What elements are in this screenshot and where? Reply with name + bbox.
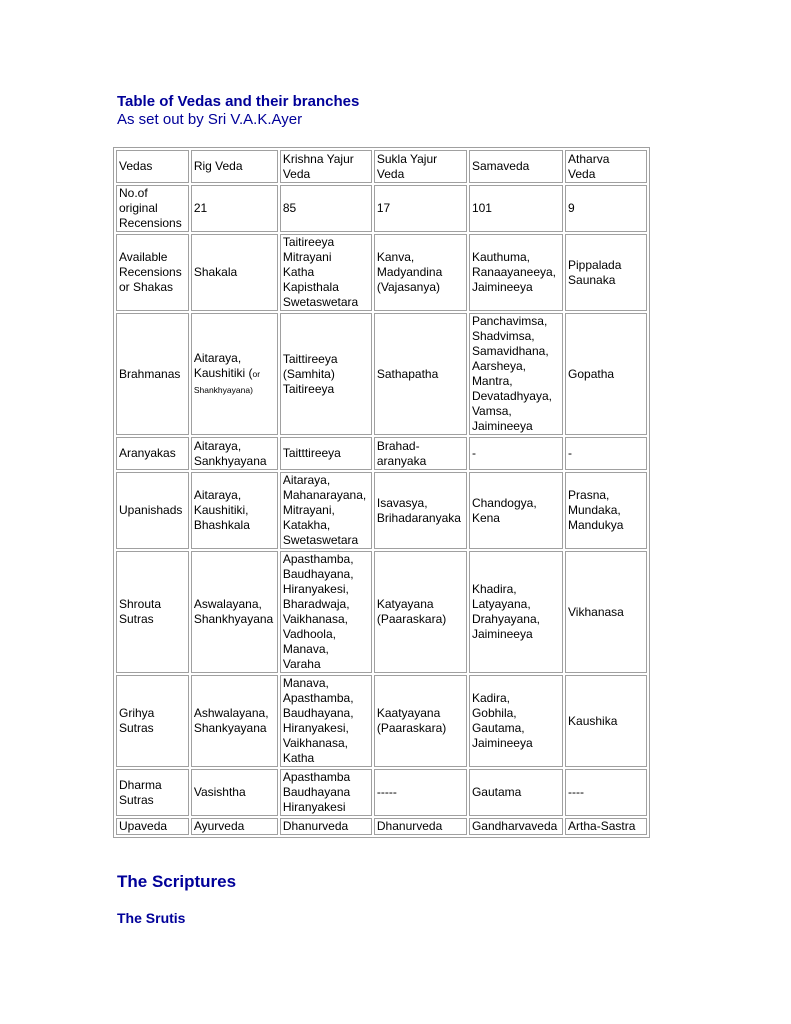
table-row <box>116 150 647 183</box>
table-cell: Sukla Yajur Veda <box>374 150 467 183</box>
table-cell: Taittireeya (Samhita) Taitireeya <box>280 313 372 435</box>
table-cell: Artha-Sastra <box>565 818 647 835</box>
table-cell: Aitaraya, Kaushitiki, Bhashkala <box>191 472 278 549</box>
table-cell: Kaushika <box>565 675 647 767</box>
table-cell: Khadira, Latyayana, Drahyayana, Jaimineeya <box>469 551 563 673</box>
table-cell: Vikhanasa <box>565 551 647 673</box>
table-cell: Sathapatha <box>374 313 467 435</box>
table-cell: Chandogya, Kena <box>469 472 563 549</box>
table-cell: Pippalada Saunaka <box>565 234 647 311</box>
table-cell: Gautama <box>469 769 563 816</box>
table-cell: Kanva, Madyandina (Vajasanya) <box>374 234 467 311</box>
row-label: Grihya Sutras <box>116 675 189 767</box>
table-cell: Dhanurveda <box>374 818 467 835</box>
row-label: Brahmanas <box>116 313 189 435</box>
table-cell: Gopatha <box>565 313 647 435</box>
table-cell: 101 <box>469 185 563 232</box>
table-cell: - <box>565 437 647 470</box>
table-cell: Panchavimsa, Shadvimsa, Samavidhana, Aarsheya, Mantra, Devatadhyaya, Vamsa, Jaimineeya <box>469 313 563 435</box>
table-cell: Krishna Yajur Veda <box>280 150 372 183</box>
table-cell: Aitaraya, Sankhyayana <box>191 437 278 470</box>
table-cell: Shakala <box>191 234 278 311</box>
page-subtitle: As set out by Sri V.A.K.Ayer <box>117 111 303 128</box>
table-cell: ---- <box>565 769 647 816</box>
table-cell: Samaveda <box>469 150 563 183</box>
row-label: Available Recensions or Shakas <box>116 234 189 311</box>
table-row <box>116 472 647 549</box>
table-row <box>116 769 647 816</box>
table-cell: Katyayana (Paaraskara) <box>374 551 467 673</box>
table-cell: 17 <box>374 185 467 232</box>
table-cell: Ashwalayana, Shankyayana <box>191 675 278 767</box>
table-cell: 85 <box>280 185 372 232</box>
table-cell: Aitaraya, Mahanarayana, Mitrayani, Katakha, Swetaswetara <box>280 472 372 549</box>
table-cell: Rig Veda <box>191 150 278 183</box>
table-row <box>116 185 647 232</box>
table-cell: Manava, Apasthamba, Baudhayana, Hiranyakesi, Vaikhanasa, Katha <box>280 675 372 767</box>
table-cell: Kadira, Gobhila, Gautama, Jaimineeya <box>469 675 563 767</box>
table-cell: Kauthuma, Ranaayaneeya, Jaimineeya <box>469 234 563 311</box>
rig-brahmana-alt: Shankhyayana) <box>193 384 253 395</box>
page-title: Table of Vedas and their branches <box>117 93 360 110</box>
table-cell: Isavasya, Brihadaranyaka <box>374 472 467 549</box>
table-cell: Atharva Veda <box>565 150 647 183</box>
table-cell: Vasishtha <box>191 769 278 816</box>
section-heading-srutis: The Srutis <box>117 910 186 926</box>
row-label: Upanishads <box>116 472 189 549</box>
table-cell: Brahad- aranyaka <box>374 437 467 470</box>
row-label: Upaveda <box>116 818 189 835</box>
row-label: No.of original Recensions <box>116 185 189 232</box>
rig-brahmana-text: Aitaraya, Kaushitiki ( <box>193 350 253 380</box>
table-cell: - <box>469 437 563 470</box>
table-cell: Apasthamba, Baudhayana, Hiranyakesi, Bharadwaja, Vaikhanasa, Vadhoola, Manava, Varaha <box>280 551 372 673</box>
table-cell: Gandharvaveda <box>469 818 563 835</box>
table-cell: Kaatyayana (Paaraskara) <box>374 675 467 767</box>
table-row <box>116 437 647 470</box>
row-label: Shrouta Sutras <box>116 551 189 673</box>
table-cell: 21 <box>191 185 278 232</box>
table-cell: Prasna, Mundaka, Mandukya <box>565 472 647 549</box>
table-row <box>116 234 647 311</box>
table-cell: Ayurveda <box>191 818 278 835</box>
rig-brahmana-or: or <box>252 368 261 379</box>
table-cell: Aswalayana, Shankhyayana <box>191 551 278 673</box>
table-row <box>116 313 647 435</box>
table-cell: ----- <box>374 769 467 816</box>
vedas-table <box>113 147 650 838</box>
row-label: Aranyakas <box>116 437 189 470</box>
table-cell: Taitireeya Mitrayani Katha Kapisthala Swetaswetara <box>280 234 372 311</box>
table-row <box>116 675 647 767</box>
table-cell: Dhanurveda <box>280 818 372 835</box>
table-row <box>116 551 647 673</box>
table-cell: Taitttireeya <box>280 437 372 470</box>
table-cell: Apasthamba Baudhayana Hiranyakesi <box>280 769 372 816</box>
table-row <box>116 818 647 835</box>
row-label: Vedas <box>116 150 189 183</box>
section-heading-scriptures: The Scriptures <box>117 872 237 891</box>
table-cell: 9 <box>565 185 647 232</box>
table-cell <box>191 313 278 435</box>
row-label: Dharma Sutras <box>116 769 189 816</box>
